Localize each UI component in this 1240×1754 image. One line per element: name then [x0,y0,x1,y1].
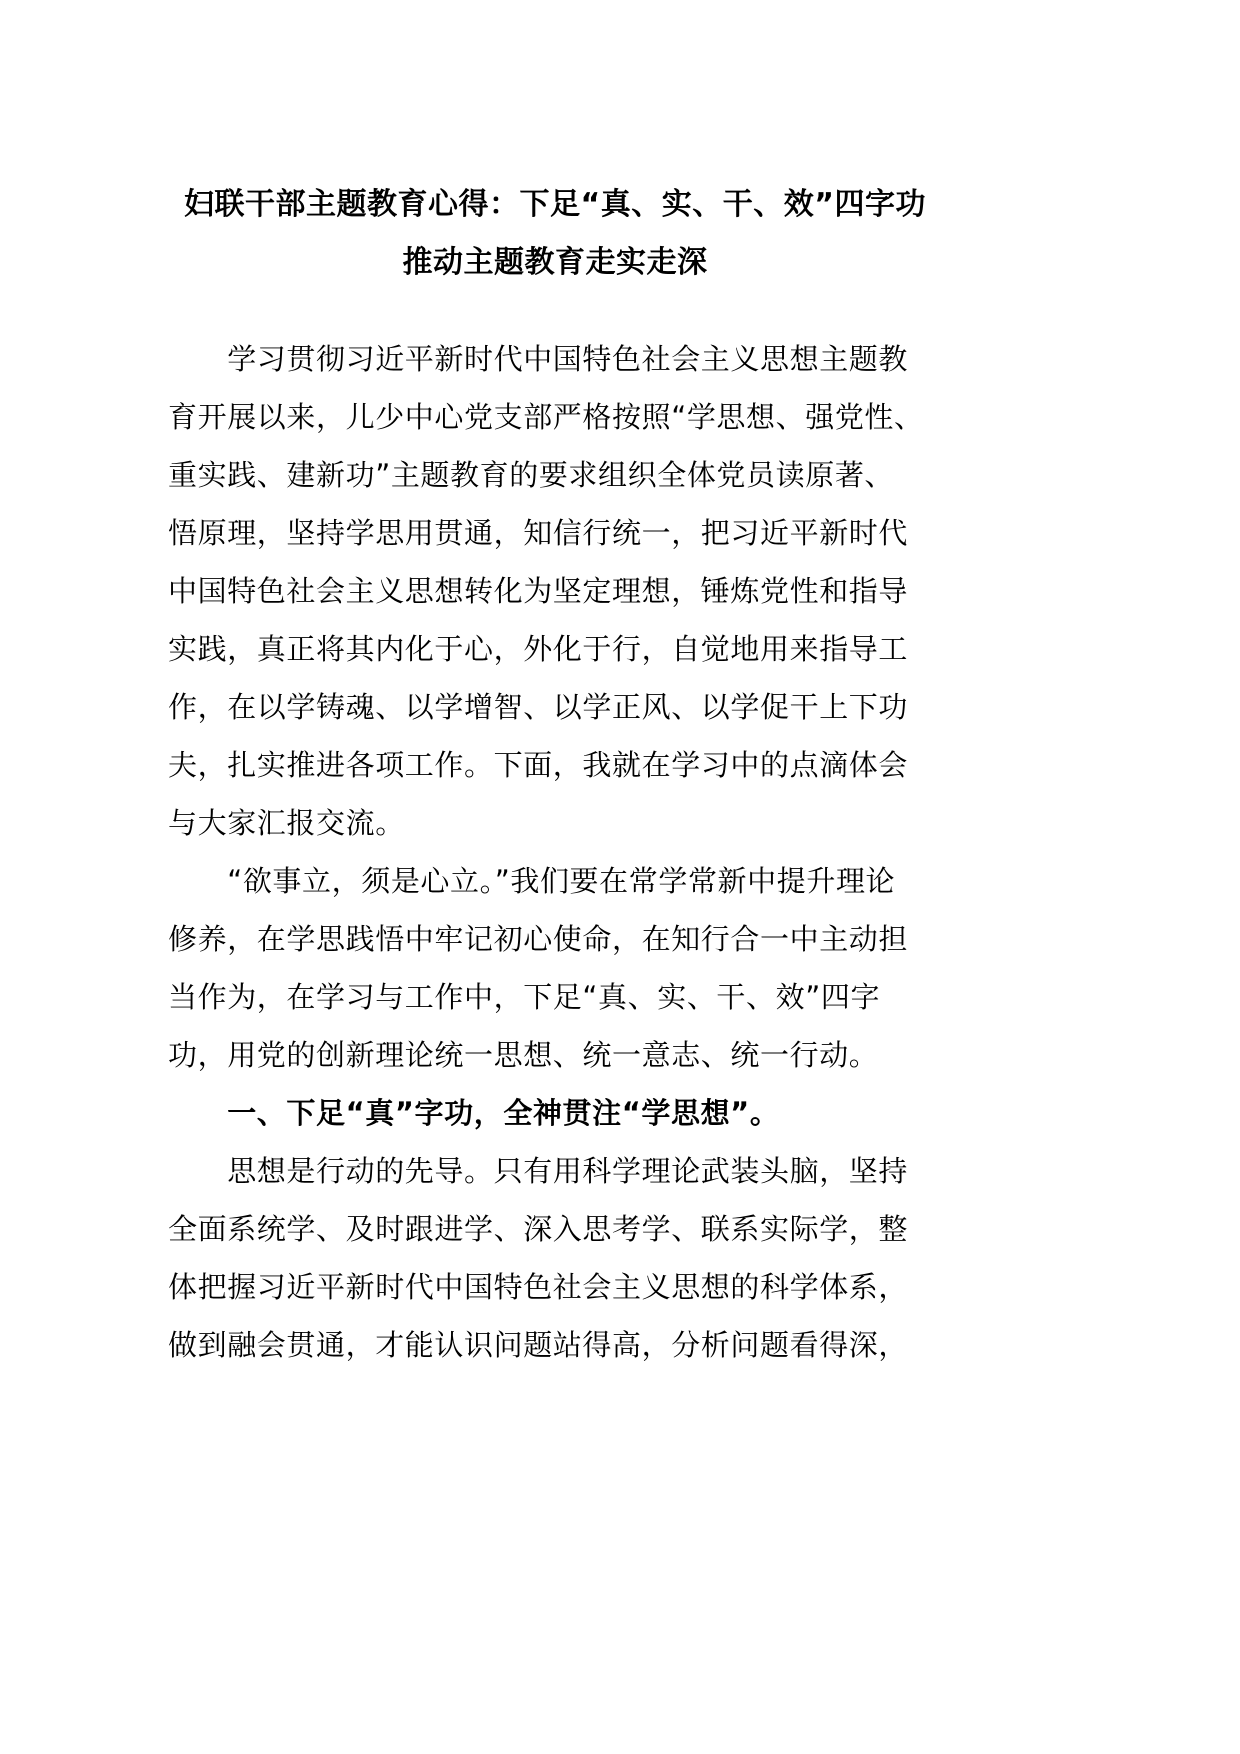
body-line: 育开展以来，儿少中心党支部严格按照“学思想、强党性、 [168,400,924,434]
document-title-line-1: 妇联干部主题教育心得：下足“真、实、干、效”四字功 [184,187,926,222]
body-line: 当作为，在学习与工作中，下足“真、实、干、效”四字 [168,980,881,1014]
body-line: 悟原理，坚持学思用贯通，知信行统一，把习近平新时代 [168,516,909,550]
document-body [168,330,948,1374]
body-line: 重实践、建新功”主题教育的要求组织全体党员读原著、 [168,458,895,492]
document-title-line-2: 推动主题教育走实走深 [402,245,708,280]
body-line: 实践，真正将其内化于心，外化于行，自觉地用来指导工 [168,632,909,666]
body-line: 学习贯彻习近平新时代中国特色社会主义思想主题教 [168,342,909,376]
body-line: 中国特色社会主义思想转化为坚定理想，锤炼党性和指导 [168,574,909,608]
body-line: 修养，在学思践悟中牢记初心使命，在知行合一中主动担 [168,922,909,956]
body-line: 体把握习近平新时代中国特色社会主义思想的科学体系， [168,1270,909,1304]
body-line: 功，用党的创新理论统一思想、统一意志、统一行动。 [168,1038,879,1072]
body-line: 与大家汇报交流。 [168,806,405,840]
body-line: 作，在以学铸魂、以学增智、以学正风、以学促干上下功 [168,690,909,724]
section-heading: 一、下足“真”字功，全神贯注“学思想”。 [168,1096,780,1130]
body-line: 全面系统学、及时跟进学、深入思考学、联系实际学，整 [168,1212,909,1246]
body-line: 思想是行动的先导。只有用科学理论武装头脑，坚持 [168,1154,909,1188]
body-line: “欲事立，须是心立。”我们要在常学常新中提升理论 [168,864,896,898]
body-line: 做到融会贯通，才能认识问题站得高，分析问题看得深， [168,1328,909,1362]
body-line: 夫，扎实推进各项工作。下面，我就在学习中的点滴体会 [168,748,909,782]
